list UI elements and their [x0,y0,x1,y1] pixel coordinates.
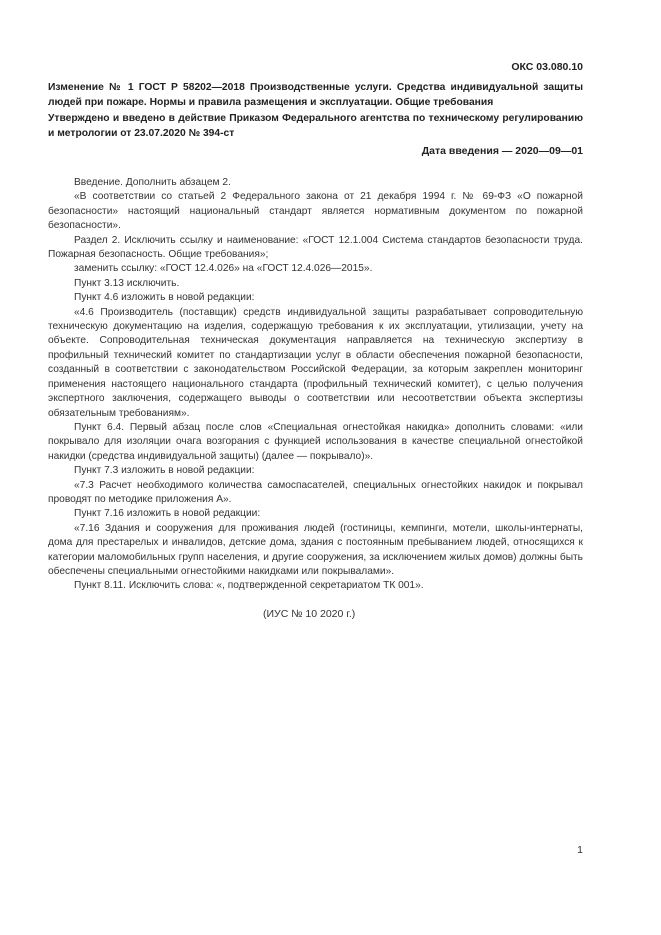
paragraph: Раздел 2. Исключить ссылку и наименование: «ГОСТ 12.1.004 Система стандартов безопасности труда. Пожарная безопасность. Общие требования»; [48,234,583,261]
paragraph: заменить ссылку: «ГОСТ 12.4.026» на «ГОСТ 12.4.026—2015». [74,263,373,275]
paragraph: Введение. Дополнить абзацем 2. [74,177,231,188]
paragraph: «7.3 Расчет необходимого количества самоспасателей, специальных огнестойких накидок и покрывал проводят по методике приложения А». [48,479,583,505]
paragraph: «В соответствии со статьей 2 Федерального закона от 21 декабря 1994 г. № 69-ФЗ «О пожарной безопасности» настоящий национальный стандарт является нормативным документом по пожарной безопасности». [48,191,583,232]
paragraph: Пункт 7.3 изложить в новой редакции: [74,465,255,477]
paragraph: Пункт 6.4. Первый абзац после слов «Специальная огнестойкая накидка» дополнить словами: «или покрывало для изоляции очага возгорания с функцией использования в качестве специальной огнестойкой накидки (средства индивидуальной защиты) (далее — покрывало)». [48,421,583,462]
paragraph: Пункт 7.16 изложить в новой редакции: [74,508,261,520]
approval-statement: Утверждено и введено в действие Приказом Федерального агентства по техническому регулированию и метрологии от 23.07.2020 № 394-ст [48,113,583,139]
paragraph: Пункт 4.6 изложить в новой редакции: [74,292,255,304]
paragraph: Пункт 8.11. Исключить слова: «, подтвержденной секретариатом ТК 001». [74,580,424,592]
paragraph: «7.16 Здания и сооружения для проживания людей (гостиницы, кемпинги, мотели, школы-интернаты, дома для престарелых и инвалидов, детские дома, здания с постоянным пребыванием людей, относящихся к категории маломобильных групп населения, и другие сооружения, за исключением жилых домов) должны быть обеспечены специальными огнестойкими накидками или покрывалами». [48,522,583,577]
document-body [48,176,583,594]
ius-reference: (ИУС № 10 2020 г.) [263,608,356,620]
paragraph: Пункт 3.13 исключить. [74,277,180,289]
document-title: Изменение № 1 ГОСТ Р 58202—2018 Производственные услуги. Средства индивидуальной защиты людей при пожаре. Нормы и правила размещения и эксплуатации. Общие требования [48,82,583,108]
effective-date: Дата введения — 2020—09—01 [421,145,583,157]
paragraph: «4.6 Производитель (поставщик) средств индивидуальной защиты разрабатывает сопроводительную техническую документацию на изделия, содержащую требования к их эксплуатации, утилизации, учету на объекте. Сопроводительная техническая документация направляется на техническую экспертизу в профильный технический комитет по стандартизации услуг в области обеспечения пожарной безопасности, созданный в соответствии с законодательством Российской Федерации, за которым закреплен мониторинг применения настоящего национального стандарта (профильный технический комитет), с целью получения экспертного заключения, содержащего выводы о соответствии или несоответствии объекта экспертизы обязательным требованиям». [48,306,583,419]
page-number: 1 [577,844,583,856]
oks-code: ОКС 03.080.10 [511,61,583,73]
